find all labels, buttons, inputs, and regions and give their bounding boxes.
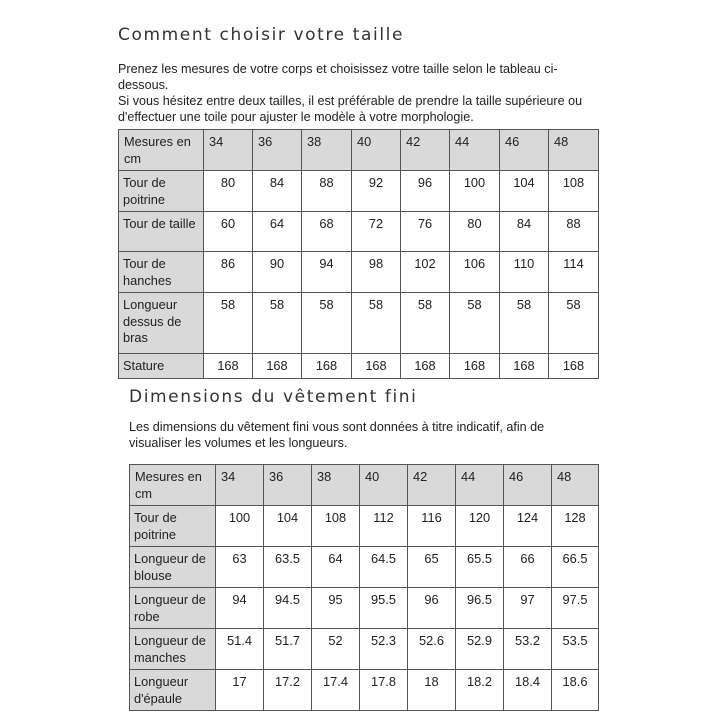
size-guide-table [118,129,599,379]
value-cell: 53.2 [504,629,552,670]
table-row [130,588,599,629]
value-cell: 58 [401,293,450,354]
value-cell: 18.2 [456,670,504,711]
value-cell: 120 [456,506,504,547]
value-cell: 58 [302,293,352,354]
value-cell: 76 [401,212,450,252]
value-cell: 97 [504,588,552,629]
value-cell: 72 [352,212,401,252]
size-header-cell: 36 [253,130,302,171]
table-header-row [119,130,599,171]
intro-paragraph: Si vous hésitez entre deux tailles, il est préférable de prendre la taille supérieure ou d'effectuer une toile pour ajuster le modèle à votre morphologie. [118,94,583,124]
value-cell: 124 [504,506,552,547]
value-cell: 104 [500,171,549,212]
header-label-cell: Mesures en cm [119,130,204,171]
value-cell: 168 [352,354,401,379]
finished-dimensions-table [129,464,599,711]
size-guide-section [118,25,600,379]
value-cell: 94 [302,252,352,293]
value-cell: 58 [500,293,549,354]
value-cell: 68 [302,212,352,252]
row-label-cell: Longueur de robe [130,588,216,629]
table-row [119,293,599,354]
size-header-cell: 38 [312,465,360,506]
size-header-cell: 38 [302,130,352,171]
value-cell: 80 [204,171,253,212]
row-label-cell: Longueur de blouse [130,547,216,588]
value-cell: 95.5 [360,588,408,629]
size-header-cell: 42 [401,130,450,171]
size-header-cell: 40 [352,130,401,171]
value-cell: 64.5 [360,547,408,588]
value-cell: 97.5 [552,588,599,629]
row-label-cell: Stature [119,354,204,379]
value-cell: 53.5 [552,629,599,670]
value-cell: 18.6 [552,670,599,711]
row-label-cell: Tour de poitrine [130,506,216,547]
value-cell: 96 [408,588,456,629]
value-cell: 58 [450,293,500,354]
value-cell: 58 [549,293,599,354]
value-cell: 65.5 [456,547,504,588]
size-header-cell: 34 [204,130,253,171]
table-row [119,354,599,379]
value-cell: 168 [450,354,500,379]
value-cell: 18 [408,670,456,711]
row-label-cell: Tour de hanches [119,252,204,293]
value-cell: 84 [253,171,302,212]
finished-dimensions-section [129,387,599,711]
value-cell: 17.4 [312,670,360,711]
value-cell: 86 [204,252,253,293]
value-cell: 98 [352,252,401,293]
size-header-cell: 42 [408,465,456,506]
table-row [130,506,599,547]
row-label-cell: Longueur dessus de bras [119,293,204,354]
row-label-cell: Tour de taille [119,212,204,252]
value-cell: 90 [253,252,302,293]
size-guide-title: Comment choisir votre taille [118,25,405,45]
intro-paragraph: Les dimensions du vêtement fini vous sont données à titre indicatif, afin de visualiser les volumes et les longueurs. [129,420,545,450]
value-cell: 66.5 [552,547,599,588]
value-cell: 64 [253,212,302,252]
value-cell: 52.9 [456,629,504,670]
table-row [119,252,599,293]
size-header-cell: 40 [360,465,408,506]
value-cell: 128 [552,506,599,547]
size-header-cell: 44 [456,465,504,506]
value-cell: 112 [360,506,408,547]
row-label-cell: Longueur de manches [130,629,216,670]
size-header-cell: 34 [216,465,264,506]
finished-dimensions-title: Dimensions du vêtement fini [129,387,418,407]
value-cell: 80 [450,212,500,252]
value-cell: 17.8 [360,670,408,711]
value-cell: 116 [408,506,456,547]
table-header-row [130,465,599,506]
value-cell: 106 [450,252,500,293]
value-cell: 52.3 [360,629,408,670]
value-cell: 114 [549,252,599,293]
value-cell: 94 [216,588,264,629]
value-cell: 96.5 [456,588,504,629]
value-cell: 168 [500,354,549,379]
value-cell: 17.2 [264,670,312,711]
value-cell: 51.4 [216,629,264,670]
value-cell: 168 [401,354,450,379]
value-cell: 52 [312,629,360,670]
value-cell: 168 [253,354,302,379]
value-cell: 88 [302,171,352,212]
value-cell: 66 [504,547,552,588]
size-guide-intro [118,61,600,125]
finished-dimensions-intro [129,419,599,451]
value-cell: 58 [204,293,253,354]
value-cell: 108 [549,171,599,212]
table-row [130,629,599,670]
table-row [119,171,599,212]
value-cell: 64 [312,547,360,588]
value-cell: 18.4 [504,670,552,711]
value-cell: 63.5 [264,547,312,588]
table-row [119,212,599,252]
table-row [130,547,599,588]
size-header-cell: 48 [552,465,599,506]
value-cell: 168 [302,354,352,379]
intro-paragraph: Prenez les mesures de votre corps et choisissez votre taille selon le tableau ci-dessous. [118,62,558,92]
value-cell: 100 [450,171,500,212]
value-cell: 63 [216,547,264,588]
value-cell: 92 [352,171,401,212]
table-row [130,670,599,711]
size-header-cell: 48 [549,130,599,171]
value-cell: 168 [204,354,253,379]
value-cell: 60 [204,212,253,252]
value-cell: 95 [312,588,360,629]
value-cell: 58 [253,293,302,354]
value-cell: 84 [500,212,549,252]
row-label-cell: Longueur d'épaule [130,670,216,711]
header-label-cell: Mesures en cm [130,465,216,506]
value-cell: 65 [408,547,456,588]
value-cell: 96 [401,171,450,212]
size-header-cell: 44 [450,130,500,171]
value-cell: 58 [352,293,401,354]
value-cell: 102 [401,252,450,293]
value-cell: 17 [216,670,264,711]
value-cell: 88 [549,212,599,252]
value-cell: 100 [216,506,264,547]
value-cell: 94.5 [264,588,312,629]
value-cell: 51.7 [264,629,312,670]
value-cell: 110 [500,252,549,293]
value-cell: 108 [312,506,360,547]
size-header-cell: 46 [500,130,549,171]
row-label-cell: Tour de poitrine [119,171,204,212]
size-header-cell: 46 [504,465,552,506]
size-header-cell: 36 [264,465,312,506]
value-cell: 52.6 [408,629,456,670]
value-cell: 104 [264,506,312,547]
value-cell: 168 [549,354,599,379]
